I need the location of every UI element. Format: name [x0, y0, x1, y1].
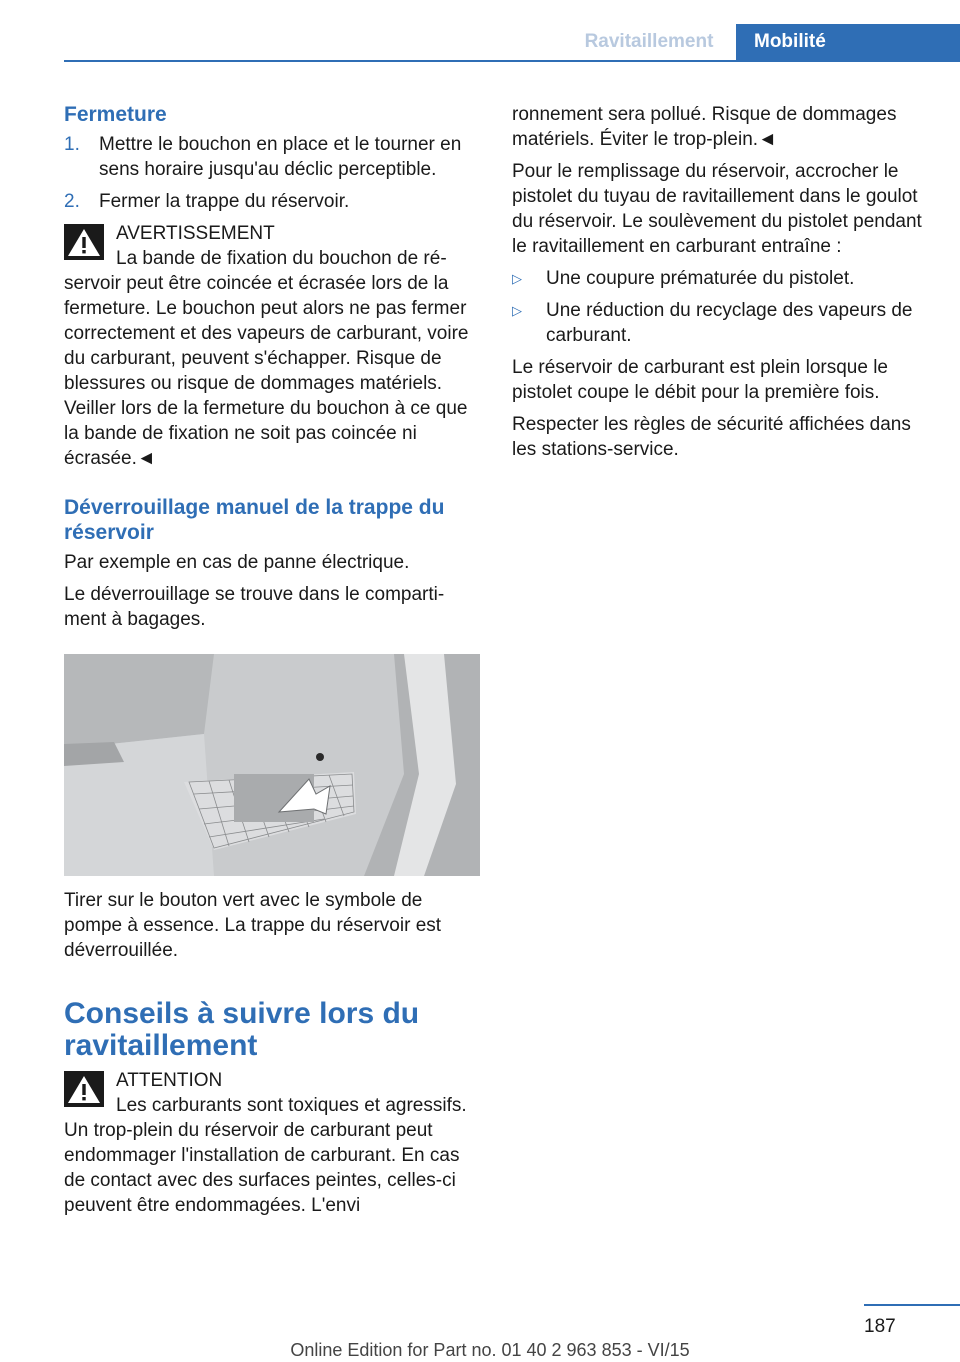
warning-title: AVERTISSEMENT: [116, 223, 275, 244]
figure-caption: Tirer sur le bouton vert avec le symbole de pompe à essence. La trappe du réservoir est déverrouillée.: [64, 890, 442, 961]
right-column: [512, 102, 928, 469]
page-number: 187: [864, 1316, 896, 1337]
warning-text: Les carburants sont toxiques et agressifs. Un trop-plein du réservoir de carburant peut endommager l'installation de carburant. En cas de contact avec des surfaces peintes, celles-ci peuvent être endommagées. L'envi: [64, 1095, 467, 1216]
warning-title: ATTENTION: [116, 1070, 223, 1091]
warning-continuation: ronnement sera pollué. Risque de dommages matériels. Éviter le trop-plein.◄: [512, 104, 897, 150]
paragraph: Respecter les règles de sécurité affichées dans les stations-service.: [512, 414, 911, 460]
step-number: 1.: [64, 134, 80, 155]
warning-text: La bande de fixation du bouchon de réservoir peut être coincée et écrasée lors de la fermeture. Le bouchon peut alors ne pas fermer correctement et des vapeurs de carburant, voire du carburant, peuvent s'échapper. Risque de blessures ou risque de dommages matériels. Veiller lors de la fermeture du bouchon à ce que la bande de fixation ne soit pas coincée ni écrasée.◄: [64, 248, 469, 469]
conseils-heading: Conseils à suivre lors du ravitaillement: [64, 997, 420, 1062]
step-text: Fermer la trappe du réservoir.: [99, 191, 350, 212]
header-rule: [64, 60, 960, 62]
warning-block-2: [64, 1068, 480, 1218]
step-1: [64, 132, 480, 182]
step-number: 2.: [64, 191, 80, 212]
left-column: [64, 102, 480, 1228]
footer-rule: [864, 1304, 960, 1306]
list-item-text: Une coupure prématurée du pistolet.: [546, 268, 855, 289]
warning-triangle-icon: [64, 1071, 104, 1107]
header-section-tab[interactable]: Ravitaillement: [584, 31, 714, 52]
warning-triangle-icon: [64, 224, 104, 260]
fermeture-heading: Fermeture: [64, 103, 167, 126]
warning-block-1: [64, 221, 480, 471]
paragraph: Pour le remplissage du réservoir, accrocher le pistolet du tuyau de ravitaillement dans le goulot du réservoir. Le soulèvement du pistolet pendant le ravitaillement en carburant entraîne :: [512, 161, 922, 257]
paragraph: Le déverrouillage se trouve dans le compartiment à bagages.: [64, 584, 445, 630]
paragraph: Le réservoir de carburant est plein lorsque le pistolet coupe le débit pour la première fois.: [512, 357, 888, 403]
trunk-release-illustration: [64, 654, 480, 876]
deverrouillage-heading: Déverrouillage manuel de la trappe du réservoir: [64, 496, 445, 544]
online-edition-text: Online Edition for Part no. 01 40 2 963 853 - VI/15: [290, 1340, 690, 1360]
step-text: Mettre le bouchon en place et le tourner en sens horaire jusqu'au déclic perceptible.: [99, 134, 462, 180]
list-item: [512, 298, 928, 348]
header-chapter-tab[interactable]: Mobilité: [736, 24, 960, 60]
triangle-right-icon: ▷: [512, 271, 522, 286]
list-item: [512, 266, 928, 291]
step-2: [64, 189, 480, 214]
list-item-text: Une réduction du recyclage des vapeurs de carburant.: [546, 300, 913, 346]
paragraph: Par exemple en cas de panne électrique.: [64, 552, 410, 573]
triangle-right-icon: ▷: [512, 303, 522, 318]
